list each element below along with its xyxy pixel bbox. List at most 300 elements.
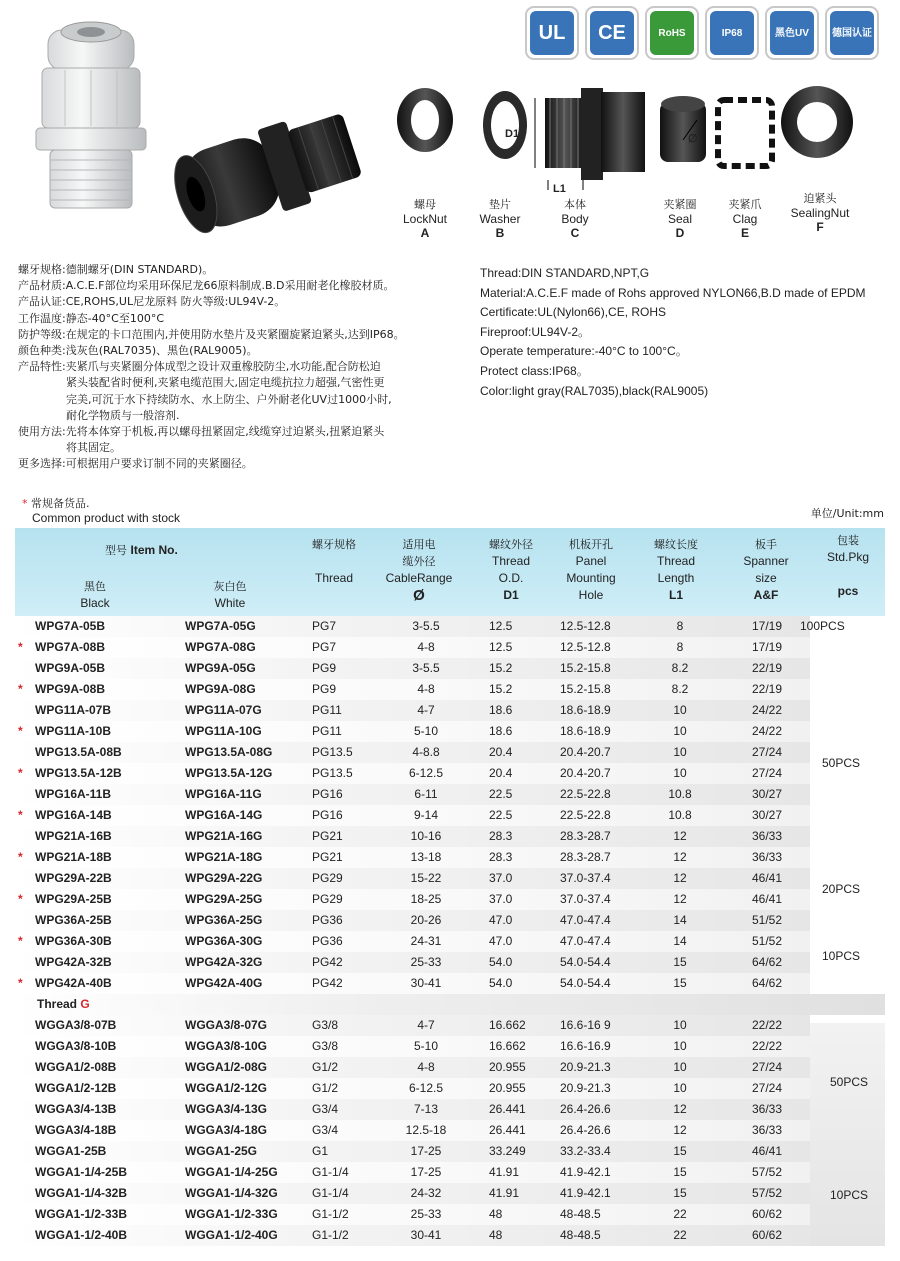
table-row [15,931,885,952]
cell-white: WPG7A-08G [185,640,256,654]
cell-white: WPG42A-32G [185,955,263,969]
cell-black: WGGA3/8-07B [35,1018,117,1032]
cell-panel: 48-48.5 [560,1228,601,1242]
cell-cable: 18-25 [410,892,442,906]
cell-od: 33.249 [489,1144,526,1158]
cell-white: WPG9A-08G [185,682,256,696]
cell-od: 12.5 [489,619,513,633]
spec-cn-key: 产品特性: [18,360,66,374]
cell-cable: 4-8 [417,640,435,654]
spec-cn-line [18,408,463,424]
stock-marker: * [18,934,23,948]
cell-len: 10 [673,1018,687,1032]
cell-span: 22/19 [751,682,783,696]
spec-cn-value: 德制螺牙(DIN STANDARD)。 [65,263,214,276]
stock-marker: * [18,976,23,990]
part-label-b [460,198,540,240]
cell-cable: 3-5.5 [412,661,440,675]
uv-icon [765,6,819,60]
cell-black: WPG21A-16B [35,829,112,843]
cell-thread: G1 [312,1144,329,1158]
cell-span: 24/22 [751,703,783,717]
cell-span: 60/62 [751,1228,783,1242]
cell-thread: PG16 [312,808,343,822]
part-en: Clag [732,212,758,226]
cell-panel: 28.3-28.7 [560,829,611,843]
cell-thread: G3/4 [312,1123,339,1137]
unit-label: 单位/Unit:mm [810,507,884,520]
cell-black: WPG36A-25B [35,913,112,927]
cell-span: 30/27 [751,808,783,822]
spec-cn-value: 在规定的卡口范围内,并使用防水垫片及夹紧圈旋紧迫紧头,达到IP68。 [65,327,405,341]
cell-panel: 26.4-26.6 [560,1102,611,1116]
cell-span: 57/52 [751,1186,783,1200]
cell-len: 12 [673,829,687,843]
part-en: Seal [667,212,693,226]
cell-thread: PG13.5 [312,745,353,759]
cell-thread: PG9 [312,682,337,696]
cell-span: 17/19 [751,619,783,633]
cell-thread: PG42 [312,976,343,990]
cell-od: 28.3 [489,850,513,864]
table-row [15,1057,885,1078]
part-zh: 垫片 [489,198,511,211]
table-header [15,528,885,616]
stock-marker: * [18,640,23,654]
spec-cn-key: 产品认证: [18,295,66,309]
cell-len: 10 [673,766,687,780]
cell-white: WPG9A-05G [185,661,256,675]
table-row [15,637,885,658]
cell-od: 41.91 [489,1186,520,1200]
cable-gland-image [20,10,380,250]
cell-cable: 30-41 [410,976,442,990]
cell-panel: 37.0-37.4 [560,892,611,906]
spec-cn-line [18,440,463,456]
cell-cable: 6-12.5 [408,766,444,780]
cell-black: WGGA1/2-12B [35,1081,117,1095]
cell-black: WPG13.5A-12B [35,766,122,780]
table-row [15,847,885,868]
cell-white: WPG13.5A-08G [185,745,273,759]
pkg-label: 10PCS [822,948,861,963]
cell-black: WGGA1/2-08B [35,1060,117,1074]
cell-cable: 3-5.5 [412,619,440,633]
cell-black: WPG29A-22B [35,871,112,885]
tuv-icon [825,6,879,60]
cell-black: WPG29A-25B [35,892,112,906]
cell-span: 36/33 [751,1123,783,1137]
header-cable: 适用电 缆外径 CableRange Ø [385,538,453,604]
cell-cable: 10-16 [410,829,442,843]
spec-cn-line [18,392,463,408]
dim-phi: ∅ [688,133,698,145]
cell-len: 15 [673,1144,687,1158]
cell-thread: PG7 [312,619,337,633]
cell-panel: 12.5-12.8 [560,619,611,633]
cell-black: WGGA1-1/4-25B [35,1165,128,1179]
spec-cn-key: 产品材质: [18,279,66,293]
spec-cn-key: 颜色种类: [18,344,66,358]
stock-star: * [22,497,28,510]
part-zh: 螺母 [414,198,436,211]
cell-black: WPG36A-30B [35,934,112,948]
table-row [15,910,885,931]
cell-cable: 25-33 [410,1207,442,1221]
body-part [535,88,645,190]
cell-white: WGGA3/8-07G [185,1018,268,1032]
cell-od: 16.662 [489,1039,526,1053]
spec-cn-line [18,456,463,472]
cell-thread: PG9 [312,661,337,675]
cell-len: 10 [673,1081,687,1095]
cell-len: 8.2 [671,682,689,696]
cert-caption: 德国认证 [832,27,872,39]
cell-thread: PG16 [312,787,343,801]
cell-panel: 54.0-54.4 [560,976,611,990]
cell-od: 47.0 [489,934,513,948]
cell-white: WPG29A-22G [185,871,263,885]
cell-panel: 20.4-20.7 [560,745,611,759]
cell-black: WPG11A-07B [35,703,112,717]
cell-cable: 17-25 [410,1144,442,1158]
cell-od: 47.0 [489,913,513,927]
cell-black: WGGA1-1/4-32B [35,1186,128,1200]
part-letter: B [495,226,505,240]
spec-cn-line [18,278,463,294]
cell-od: 20.955 [489,1081,526,1095]
cell-od: 15.2 [489,661,513,675]
cell-panel: 18.6-18.9 [560,724,611,738]
cell-thread: G1/2 [312,1060,339,1074]
cell-thread: G1-1/2 [312,1207,349,1221]
clag-part [718,100,772,166]
table-row [15,889,885,910]
header-length: 螺纹长度 Thread Length L1 [654,538,698,602]
spec-cn-line [18,262,463,278]
cell-span: 60/62 [751,1207,783,1221]
spec-cn-key: 工作温度: [18,311,66,325]
cell-cable: 25-33 [410,955,442,969]
cell-len: 14 [673,913,687,927]
cell-black: WPG9A-05B [35,661,106,675]
stock-marker: * [18,808,23,822]
cell-thread: G1-1/2 [312,1228,349,1242]
cell-thread: PG36 [312,913,343,927]
section-row-thread-g [15,994,885,1015]
cell-span: 51/52 [751,913,783,927]
cell-black: WPG42A-40B [35,976,112,990]
header-black: 黑色 Black [80,580,110,610]
cell-white: WPG11A-07G [185,703,262,717]
seal-part [660,96,706,162]
dim-d1: D1 [505,128,520,140]
cell-white: WPG11A-10G [185,724,262,738]
part-en: SealingNut [790,206,850,220]
spec-en-line: Operate temperature:-40°C to 100°C。 [480,344,688,359]
cell-panel: 15.2-15.8 [560,661,611,675]
spec-cn-value: A.C.E.F部位均采用环保尼龙66原料制成.B.D采用耐老化橡胶材质。 [65,279,395,293]
cell-white: WGGA3/4-13G [185,1102,268,1116]
cell-thread: PG21 [312,829,343,843]
stock-marker: * [18,682,23,696]
cell-panel: 33.2-33.4 [560,1144,611,1158]
cell-panel: 26.4-26.6 [560,1123,611,1137]
cell-panel: 12.5-12.8 [560,640,611,654]
stock-marker: * [18,724,23,738]
table-row [15,763,885,784]
cell-black: WGGA1-25B [35,1144,107,1158]
part-en: Body [561,212,589,226]
table-body [15,616,885,1246]
cell-span: 30/27 [751,787,783,801]
table-row [15,826,885,847]
cell-len: 8 [676,619,684,633]
cell-cable: 4-8 [417,682,435,696]
cell-black: WPG42A-32B [35,955,112,969]
spec-en-line: Certificate:UL(Nylon66),CE, ROHS [480,305,667,320]
black-gland [166,103,366,241]
cell-len: 10 [673,703,687,717]
cell-cable: 12.5-18 [405,1123,447,1137]
stock-marker: * [18,766,23,780]
spec-cn-value: 先将本体穿于机板,再以螺母扭紧固定,线缆穿过迫紧头,扭紧迫紧头 [65,425,385,439]
table-row [15,1078,885,1099]
cell-black: WPG16A-14B [35,808,112,822]
cell-thread: PG21 [312,850,343,864]
cell-od: 26.441 [489,1123,526,1137]
cell-black: WPG16A-11B [35,787,112,801]
cell-od: 37.0 [489,892,513,906]
cell-len: 15 [673,955,687,969]
stock-marker: * [18,850,23,864]
cell-thread: PG29 [312,892,343,906]
spec-cn-key: 防护等级: [18,327,66,341]
header-white: 灰白色 White [213,580,247,610]
pkg-column-bg [810,1023,885,1246]
cell-len: 10 [673,1060,687,1074]
cell-white: WPG16A-11G [185,787,262,801]
cell-cable: 24-31 [410,934,442,948]
section-prefix: Thread [37,997,81,1011]
cell-thread: G3/4 [312,1102,339,1116]
spec-english [480,264,890,401]
cell-black: WPG7A-08B [35,640,106,654]
cell-black: WPG7A-05B [35,619,106,633]
spec-chinese [18,262,463,473]
cell-panel: 48-48.5 [560,1207,601,1221]
pkg-label: 100PCS [800,619,845,633]
cell-white: WGGA1-1/2-40G [185,1228,278,1242]
certification-badges [525,6,885,62]
cell-cable: 5-10 [413,724,439,738]
table-row [15,952,885,973]
cell-white: WPG16A-14G [185,808,263,822]
cell-len: 15 [673,976,687,990]
cell-thread: PG11 [312,703,342,717]
cell-thread: PG7 [312,640,337,654]
cell-thread: G1-1/4 [312,1165,349,1179]
pkg-label: 10PCS [830,1188,869,1203]
spec-cn-line [18,359,463,375]
cell-cable: 6-11 [414,787,438,801]
part-letter: C [570,226,580,240]
cell-span: 36/33 [751,850,783,864]
cell-white: WGGA3/4-18G [185,1123,268,1137]
table-row [15,784,885,805]
cell-od: 22.5 [489,808,513,822]
cell-panel: 20.4-20.7 [560,766,611,780]
cell-len: 12 [673,871,687,885]
cell-black: WGGA3/8-10B [35,1039,117,1053]
spec-cn-value: 夹紧爪与夹紧圈分体成型之设计双重橡胶防尘,水功能,配合防松迫 [65,360,381,374]
rohs-icon [645,6,699,60]
table-row [15,1183,885,1204]
cell-white: WPG29A-25G [185,892,263,906]
cell-panel: 16.6-16.9 [560,1039,611,1053]
part-label-f [780,192,860,234]
header-pkg: 包装 Std.Pkg pcs [826,534,870,598]
sealing-nut-part [781,86,853,158]
ul-icon [525,6,579,60]
cell-white: WPG21A-16G [185,829,263,843]
table-row [15,1036,885,1057]
part-label-a [385,198,465,240]
cert-caption: CE [598,22,626,44]
spec-en-line: Fireproof:UL94V-2。 [480,324,591,339]
part-zh: 夹紧圈 [663,198,697,211]
cell-white: WPG7A-05G [185,619,256,633]
product-photos [20,10,380,250]
cell-span: 46/41 [751,871,783,885]
part-zh: 迫紧头 [803,192,837,205]
spec-cn-value: 可根据用户要求订制不同的夹紧圈径。 [65,457,253,471]
stock-marker: * [18,892,23,906]
parts-drawing [385,80,885,210]
cell-span: 24/22 [751,724,783,738]
cell-span: 57/52 [751,1165,783,1179]
cell-len: 15 [673,1186,687,1200]
cell-thread: G3/8 [312,1039,339,1053]
cell-span: 22/22 [751,1018,783,1032]
cell-od: 15.2 [489,682,513,696]
spec-cn-line [18,294,463,310]
table-row [15,721,885,742]
cell-span: 36/33 [751,1102,783,1116]
part-letter: A [420,226,430,240]
cell-span: 27/24 [751,745,783,759]
cell-cable: 4-8 [417,1060,435,1074]
cell-panel: 37.0-37.4 [560,871,611,885]
cell-span: 46/41 [751,1144,783,1158]
stock-zh: 常规备货品. [31,497,90,510]
cell-panel: 47.0-47.4 [560,934,611,948]
cell-span: 27/24 [751,1081,783,1095]
cert-caption: IP68 [721,27,743,39]
spec-cn-value: 将其固定。 [66,441,121,455]
cell-span: 46/41 [751,892,783,906]
cell-span: 64/62 [751,976,783,990]
part-label-e [705,198,785,240]
cell-panel: 41.9-42.1 [560,1186,611,1200]
cell-panel: 47.0-47.4 [560,913,611,927]
cell-len: 10 [673,1039,687,1053]
pkg-label: 20PCS [822,881,861,896]
ce-icon [585,6,639,60]
cell-cable: 9-14 [413,808,439,822]
cell-od: 54.0 [489,955,513,969]
cell-black: WGGA1-1/2-33B [35,1207,128,1221]
cell-span: 22/19 [751,661,783,675]
cell-white: WGGA3/8-10G [185,1039,268,1053]
cell-od: 54.0 [489,976,513,990]
cell-panel: 22.5-22.8 [560,787,611,801]
cell-span: 17/19 [751,640,783,654]
spec-cn-value: 静态-40°C至100°C [65,311,165,325]
cell-black: WPG21A-18B [35,850,112,864]
pkg-label: 50PCS [830,1074,869,1089]
cell-white: WGGA1-1/4-25G [185,1165,278,1179]
cell-span: 36/33 [751,829,783,843]
cell-thread: G1/2 [312,1081,339,1095]
cell-black: WPG9A-08B [35,682,106,696]
part-letter: E [740,226,749,240]
cell-panel: 54.0-54.4 [560,955,611,969]
cell-panel: 15.2-15.8 [560,682,611,696]
exploded-parts-diagram [385,80,885,250]
cell-span: 22/22 [751,1039,783,1053]
cell-len: 12 [673,892,687,906]
cell-od: 41.91 [489,1165,520,1179]
table-row [15,679,885,700]
cell-len: 14 [673,934,687,948]
cell-cable: 13-18 [410,850,442,864]
table-row [15,742,885,763]
table-row [15,868,885,889]
spec-cn-value: 完美,可沉于水下持续防水、水上防尘、户外耐老化UV过1000小时, [66,392,392,406]
cell-white: WGGA1/2-12G [185,1081,268,1095]
cell-od: 26.441 [489,1102,526,1116]
spec-en-line: Thread:DIN STANDARD,NPT,G [480,266,650,280]
cell-cable: 6-12.5 [408,1081,444,1095]
table-row [15,1162,885,1183]
washer-part [483,91,527,159]
cell-thread: G3/8 [312,1018,339,1032]
table-row [15,1015,885,1036]
cell-cable: 17-25 [410,1165,442,1179]
cell-len: 8 [676,640,684,654]
cell-od: 12.5 [489,640,513,654]
cell-white: WGGA1-1/4-32G [185,1186,278,1200]
part-zh: 夹紧爪 [728,198,762,211]
cell-od: 28.3 [489,829,513,843]
part-en: Washer [479,212,521,226]
cell-len: 12 [673,1102,687,1116]
cell-white: WPG21A-18G [185,850,263,864]
spec-cn-value: CE,ROHS,UL尼龙原料 防火等级:UL94V-2。 [65,295,286,309]
part-letter: D [675,226,685,240]
spec-cn-key: 更多选择: [18,457,66,471]
stock-en: Common product with stock [32,511,181,525]
header-panel: 机板开孔 Panel Mounting Hole [566,538,616,602]
part-zh: 本体 [564,198,586,211]
dim-l1: L1 [553,183,566,195]
cell-white: WGGA1/2-08G [185,1060,268,1074]
cell-cable: 30-41 [410,1228,442,1242]
spec-cn-key: 螺牙规格: [18,263,66,276]
cell-black: WGGA3/4-18B [35,1123,117,1137]
spec-en-line: Protect class:IP68。 [480,363,589,378]
